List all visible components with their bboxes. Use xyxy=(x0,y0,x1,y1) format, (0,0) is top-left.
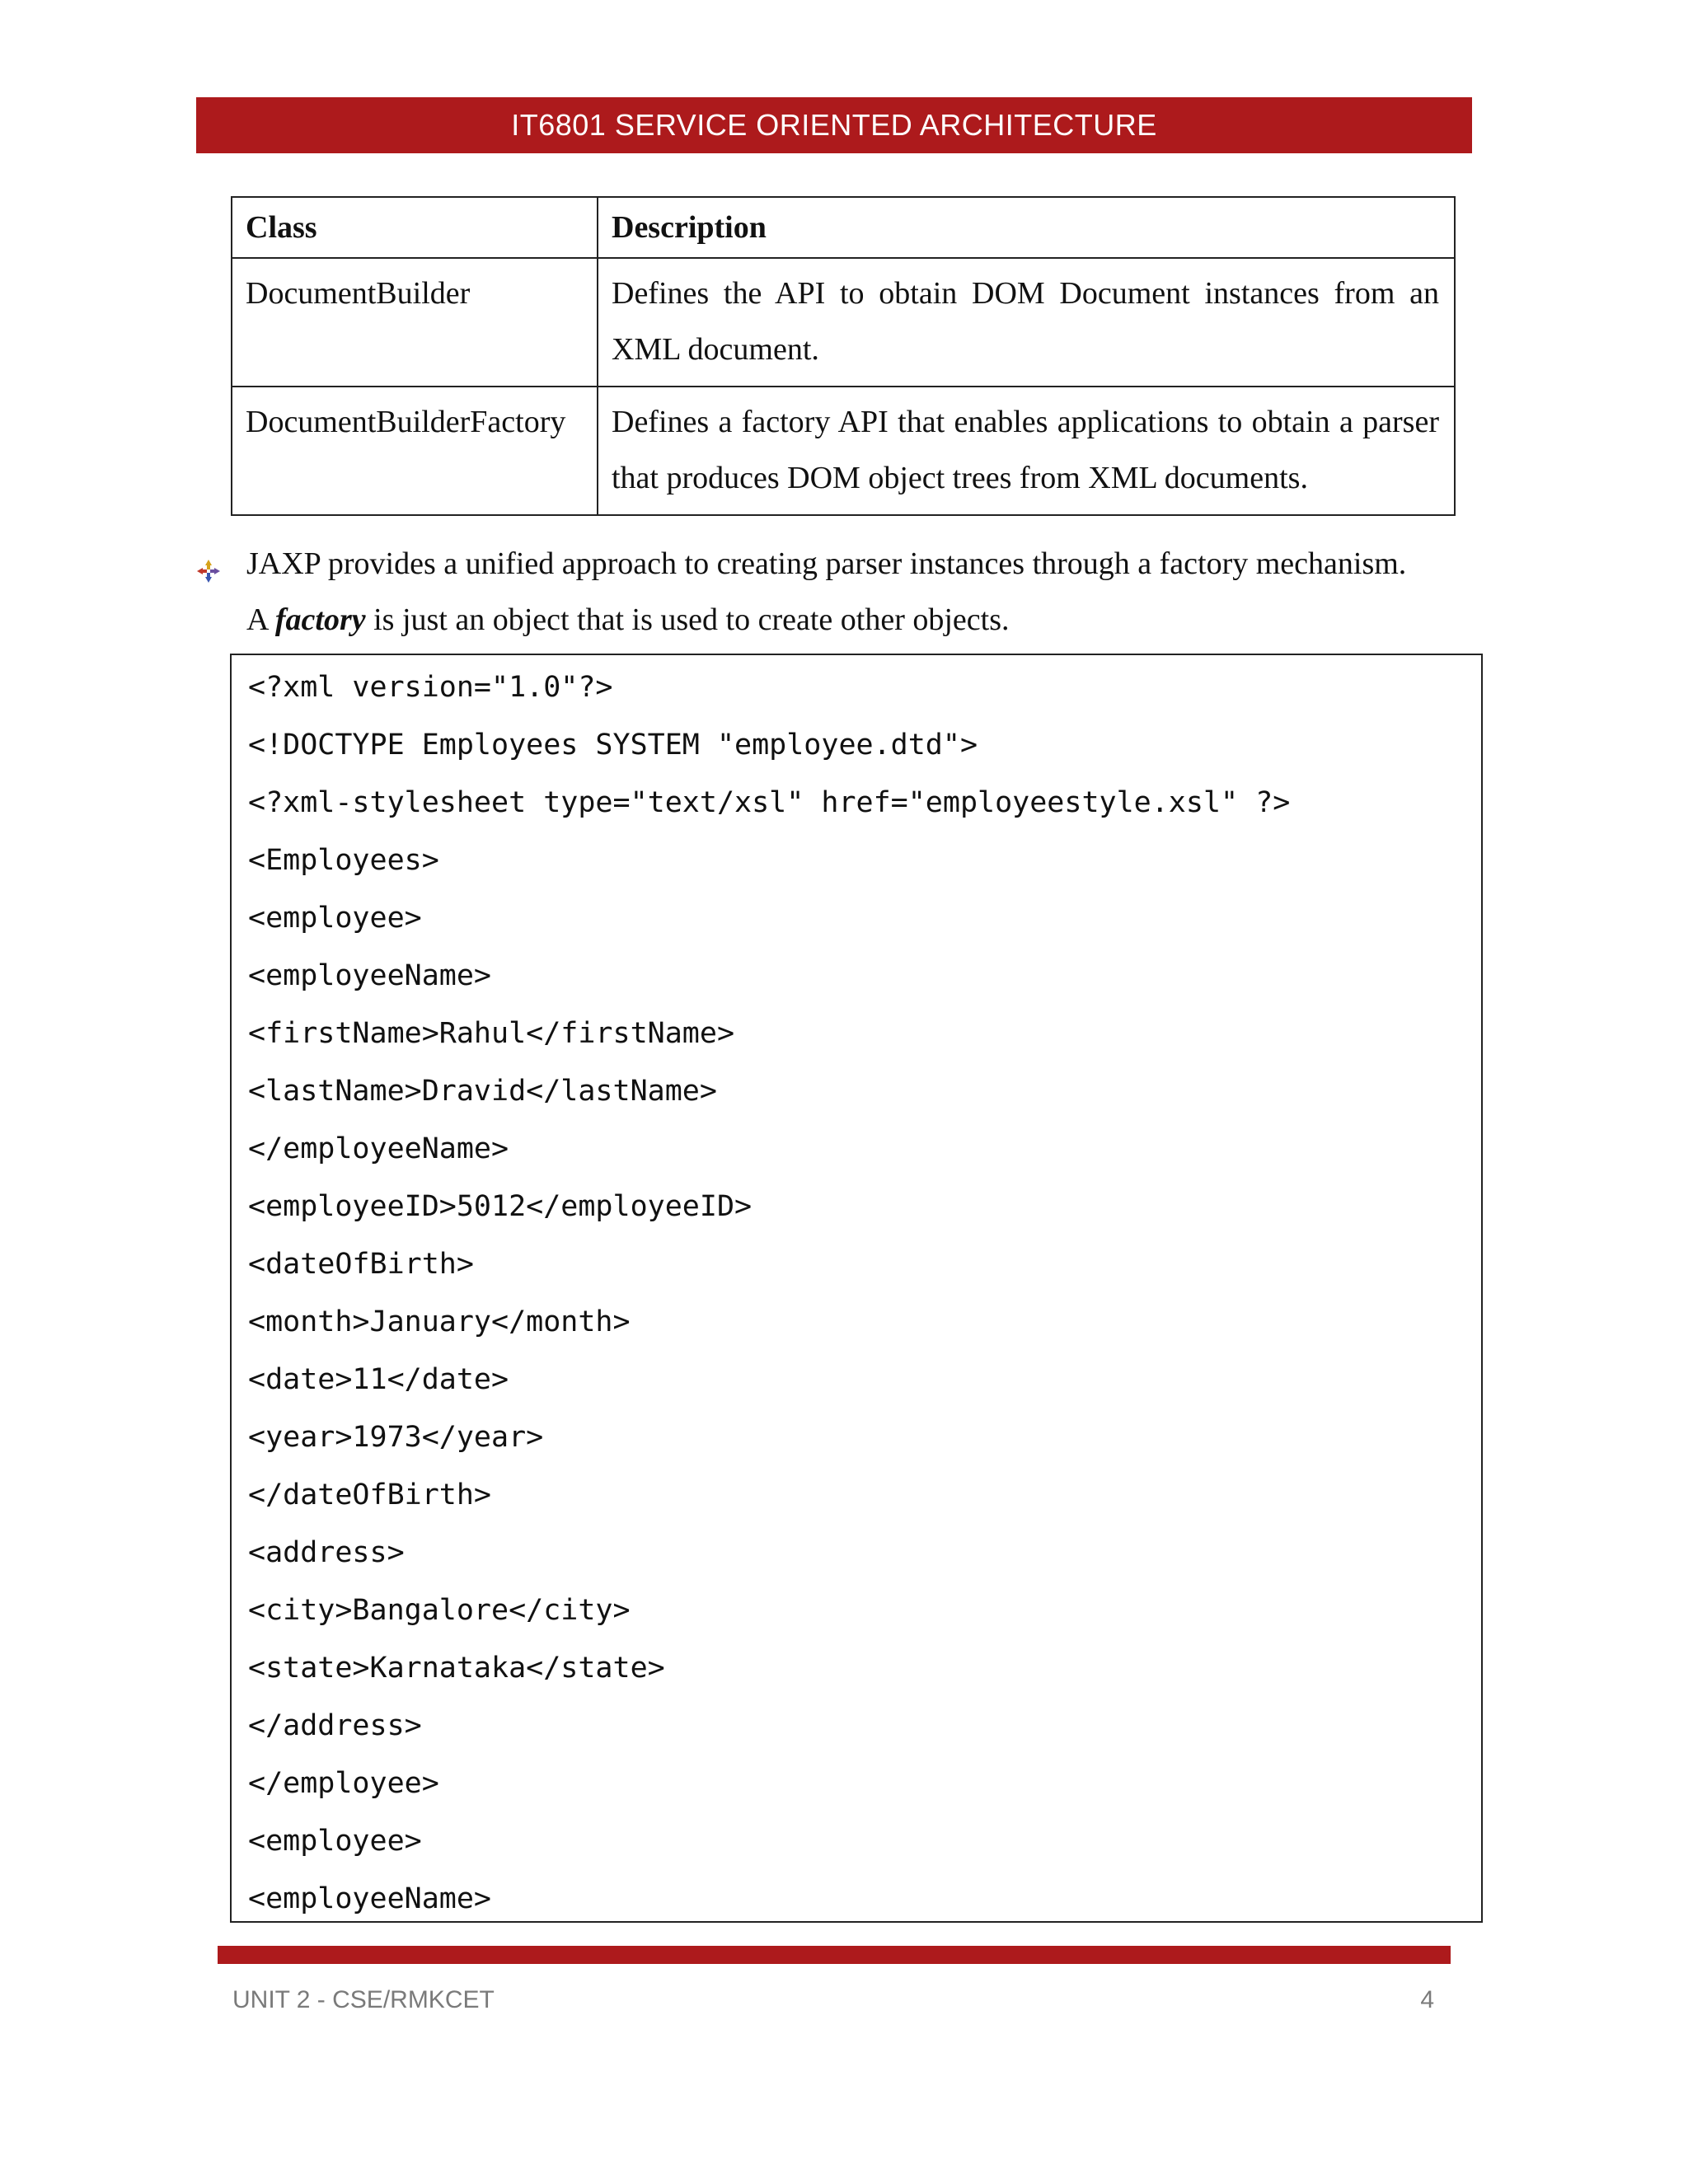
bullet-text-pre: A xyxy=(246,602,275,637)
code-line: <state>Karnataka</state> xyxy=(248,1652,665,1685)
footer-divider xyxy=(218,1946,1451,1964)
code-line: <month>January</month> xyxy=(248,1305,631,1338)
code-line: <Employees> xyxy=(248,844,439,877)
page-number: 4 xyxy=(1420,1986,1434,2013)
table-cell-description: Defines the API to obtain DOM Document instances from an XML document. xyxy=(598,258,1455,387)
code-line: </employee> xyxy=(248,1767,439,1800)
code-line: <!DOCTYPE Employees SYSTEM "employee.dtd"> xyxy=(248,729,978,762)
code-line: <employeeName> xyxy=(248,1882,492,1915)
bullet-text-post: is just an object that is used to create other objects. xyxy=(365,602,1010,637)
table-cell-class: DocumentBuilder xyxy=(232,258,598,387)
bullet-text-line1: JAXP provides a unified approach to creating parser instances through a factory mechanism. xyxy=(246,546,1407,581)
table-row xyxy=(232,258,1455,387)
code-line: </dateOfBirth> xyxy=(248,1479,492,1511)
code-line: <date>11</date> xyxy=(248,1363,509,1396)
four-arrows-bullet-icon xyxy=(196,546,221,570)
code-line: <dateOfBirth> xyxy=(248,1248,474,1281)
table-header-class: Class xyxy=(232,197,598,258)
code-line: <employeeID>5012</employeeID> xyxy=(248,1190,753,1223)
page-header xyxy=(196,97,1472,153)
bullet-emphasis: factory xyxy=(274,602,366,637)
code-line: <employee> xyxy=(248,1825,422,1858)
footer-unit-label: UNIT 2 - CSE/RMKCET xyxy=(232,1986,495,2013)
xml-code-block xyxy=(230,654,1483,1923)
table-header-description: Description xyxy=(598,197,1455,258)
table-cell-description: Defines a factory API that enables applications to obtain a parser that produces DOM object trees from XML documents. xyxy=(598,387,1455,515)
table-cell-class: DocumentBuilderFactory xyxy=(232,387,598,515)
code-line: </employeeName> xyxy=(248,1132,509,1165)
bullet-paragraph xyxy=(196,536,1474,648)
code-line: <employeeName> xyxy=(248,959,492,992)
code-line: <employee> xyxy=(248,902,422,935)
code-line: <city>Bangalore</city> xyxy=(248,1594,631,1627)
code-line: <firstName>Rahul</firstName> xyxy=(248,1017,735,1050)
code-line: </address> xyxy=(248,1709,422,1742)
table-header-row xyxy=(232,197,1455,258)
code-line: <?xml version="1.0"?> xyxy=(248,671,613,704)
header-title: IT6801 SERVICE ORIENTED ARCHITECTURE xyxy=(511,108,1157,142)
code-line: <?xml-stylesheet type="text/xsl" href="employeestyle.xsl" ?> xyxy=(248,786,1291,819)
code-line: <lastName>Dravid</lastName> xyxy=(248,1075,717,1108)
bullet-text xyxy=(246,536,1474,648)
table-row xyxy=(232,387,1455,515)
code-line: <address> xyxy=(248,1536,405,1569)
class-description-table xyxy=(231,196,1456,516)
code-line: <year>1973</year> xyxy=(248,1421,544,1454)
